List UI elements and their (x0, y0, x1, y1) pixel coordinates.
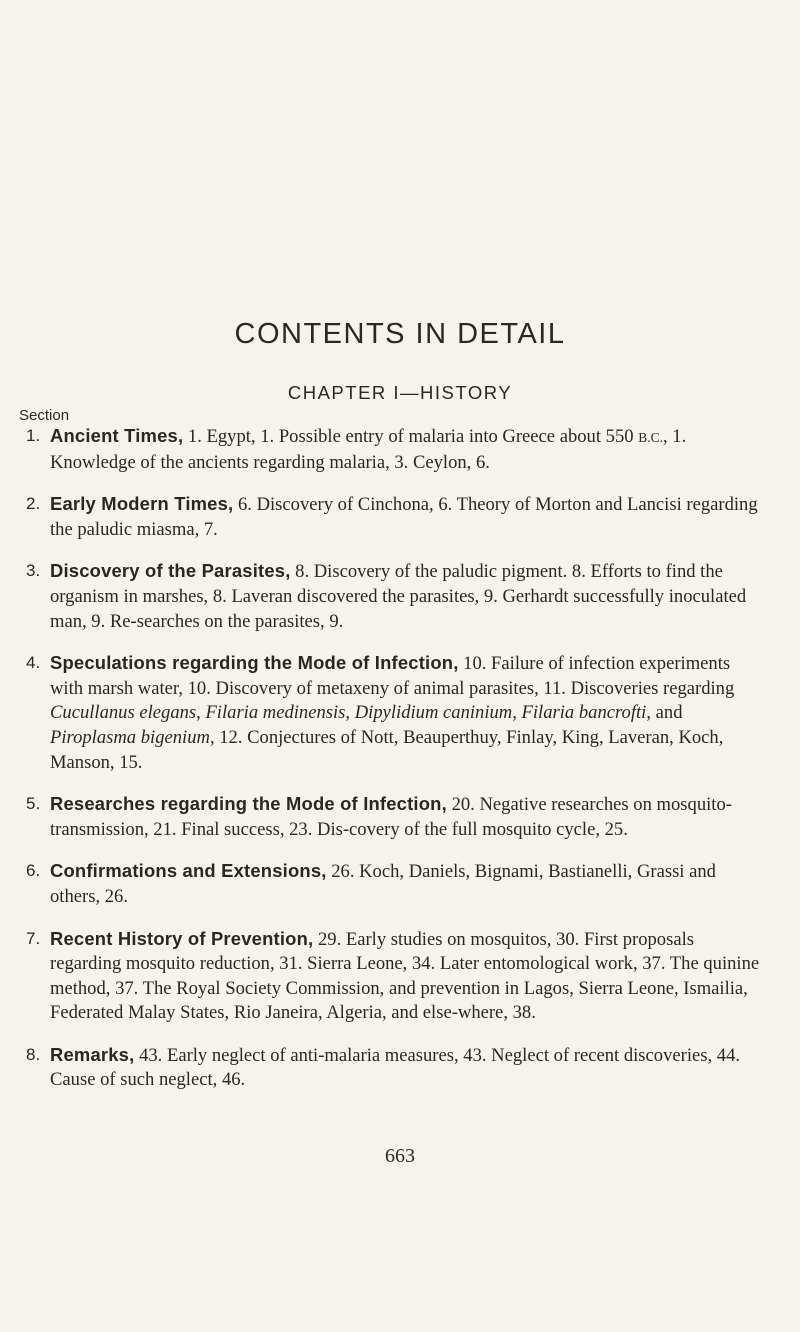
section-label: Section (19, 407, 70, 424)
entry-heading: Early Modern Times, (50, 493, 234, 515)
entry-text: 20. Negative researches on mosquito-transmission, 21. Final success, 23. Dis-covery of the full mosquito cycle, 25. (50, 794, 732, 840)
entry-text: , 1. Knowledge of the ancients regarding malaria, 3. Ceylon, 6. (50, 426, 687, 473)
contents-list (26, 424, 766, 1110)
species-name: Filaria medinensis (205, 702, 346, 724)
contents-entry-1 (26, 424, 766, 475)
entry-number: 3. (26, 561, 41, 581)
species-name: Filaria bancrofti (521, 702, 647, 724)
page-number: 663 (385, 1145, 415, 1167)
entry-heading: Speculations regarding the Mode of Infection, (50, 652, 459, 674)
entry-heading: Researches regarding the Mode of Infection, (50, 793, 447, 815)
contents-entry-8 (26, 1043, 766, 1093)
contents-entry-5 (26, 792, 766, 842)
entry-heading: Discovery of the Parasites, (50, 560, 291, 582)
species-name: Dipylidium caninium (354, 702, 513, 724)
entry-number: 5. (26, 794, 41, 814)
contents-entry-7 (26, 927, 766, 1026)
entry-number: 8. (26, 1044, 41, 1064)
contents-entry-4 (26, 651, 766, 775)
page-title: CONTENTS IN DETAIL (234, 318, 566, 350)
entry-text: 26. Koch, Daniels, Bignami, Bastianelli, Grassi and others, 26. (50, 861, 716, 907)
entry-heading: Remarks, (50, 1043, 135, 1065)
entry-heading: Ancient Times, (50, 425, 184, 446)
contents-entry-2 (26, 492, 766, 542)
entry-number: 1. (26, 426, 41, 445)
entry-text: 43. Early neglect of anti-malaria measures, 43. Neglect of recent discoveries, 44. Cause of such neglect, 46. (50, 1044, 741, 1091)
entry-text: , (345, 702, 355, 724)
entry-text: 6. Discovery of Cinchona, 6. Theory of Morton and Lancisi regarding the paludic miasma, 7. (50, 494, 758, 540)
entry-text: 8. Discovery of the paludic pigment. 8. Efforts to find the organism in marshes, 8. Laveran discovered the parasites, 9. Gerhardt successfully inoculated man, 9. Re-searches on the parasites, 9. (50, 561, 747, 632)
entry-text: , 12. Conjectures of Nott, Beauperthuy, Finlay, King, Laveran, Koch, Manson, 15. (50, 726, 724, 773)
entry-text: , and (646, 702, 683, 724)
entry-heading: Recent History of Prevention, (50, 927, 314, 949)
entry-text-abbrev: B.C. (638, 430, 663, 445)
entry-number: 4. (26, 653, 41, 673)
chapter-title: CHAPTER I—HISTORY (287, 382, 513, 403)
species-name: Piroplasma bigenium (50, 726, 210, 748)
contents-entry-3 (26, 559, 766, 634)
entry-number: 2. (26, 494, 41, 514)
entry-text: 10. Failure of infection experiments with marsh water, 10. Discovery of metaxeny of animal parasites, 11. Discoveries regarding (50, 653, 735, 699)
entry-text: , (512, 702, 522, 724)
entry-text: , (196, 702, 206, 724)
entry-text: 29. Early studies on mosquitos, 30. First proposals regarding mosquito reduction, 31. Sierra Leone, 34. Later entomological work, 37. The quinine method, 37. The Royal Society Commission, and prevention in Lagos, Sierra Leone, Ismailia, Federated Malay States, Rio Janeira, Algeria, and else-where, 38. (50, 928, 760, 1024)
entry-number: 6. (26, 861, 41, 881)
species-name: Cucullanus elegans (50, 702, 197, 724)
entry-heading: Confirmations and Extensions, (50, 860, 327, 882)
entry-number: 7. (26, 928, 41, 948)
entry-text: 1. Egypt, 1. Possible entry of malaria into Greece about 550 (183, 426, 639, 447)
contents-entry-6 (26, 859, 766, 909)
